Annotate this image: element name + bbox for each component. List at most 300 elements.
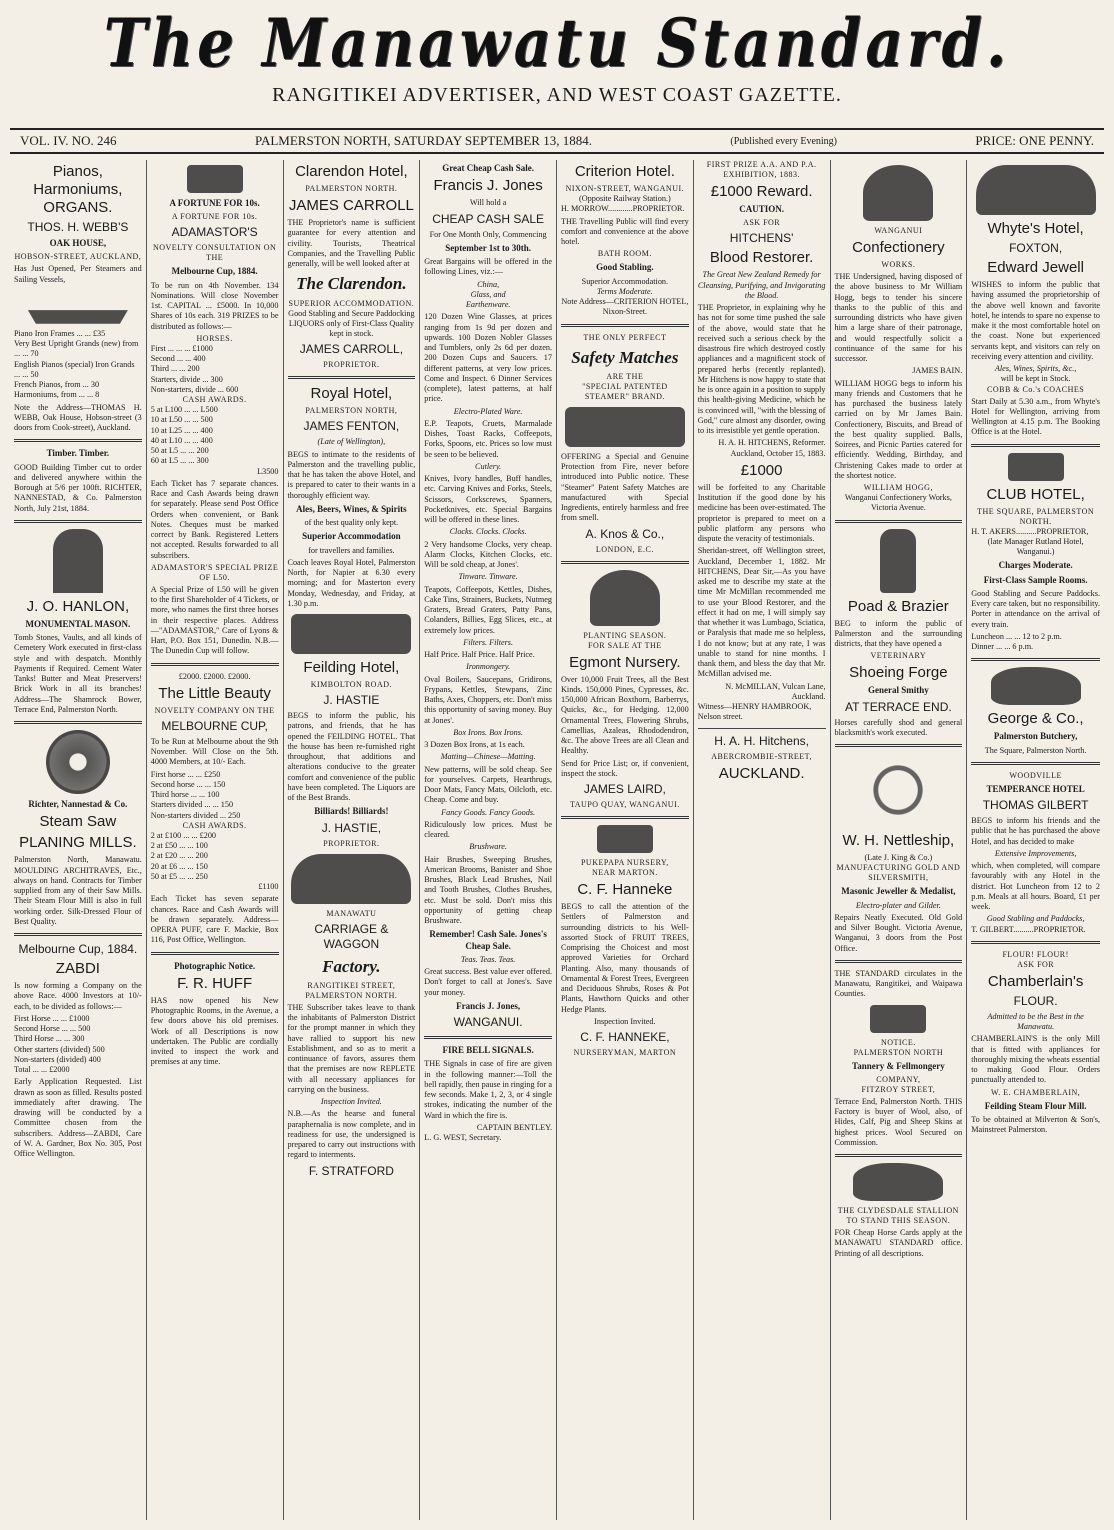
tinware-text: Teapots, Coffeepots, Kettles, Dishes, Cake Tins, Strainers, Buckets, Nutmeg Graters, Bread Graters, Patty Pans, Colanders, Billies, Egg Slices, etc., at extremely low prices. [424,584,552,635]
stand-season: TO STAND THIS SEASON. [846,1216,951,1225]
prize-line: Third Horse ... ... 300 [14,1034,85,1044]
adamastor-name: ADAMASTOR'S [171,225,258,240]
flour-top: FLOUR! FLOUR! [1002,949,1069,959]
ship-illustration [28,290,128,324]
witness-line: Witness—HENRY HAMBROOK, Nelson street. [697,702,812,722]
divider [698,728,826,729]
matting-heading: Matting—Chinese—Matting. [440,752,536,762]
hanneke-signature: C. F. HANNEKE, [580,1030,670,1044]
prize-line: First Horse ... ... £1000 [14,1013,90,1023]
cash-line: 2 at £100 ... ... £200 [150,830,217,840]
webb-house: OAK HOUSE, [49,238,107,248]
jones-sale: CHEAP CASH SALE [432,211,545,226]
jewell-name: Edward Jewell [987,259,1084,276]
fire-captain: CAPTAIN BENTLEY. [476,1122,552,1132]
photo-heading: Photographic Notice. [174,960,256,971]
divider [971,762,1100,765]
zabdi-name: ZABDI [55,960,100,977]
manawatu-label: MANAWATU [326,908,377,918]
clocks-heading: Clocks. Clocks. Clocks. [449,527,527,537]
billiards-heading: Billiards! Billiards! [314,806,389,817]
teas-heading: Teas. Teas. Teas. [460,954,516,964]
divider [971,444,1100,447]
china-heading: China, [477,279,500,289]
bath-room: BATH ROOM. [597,249,652,259]
safety-brand: "SPECIAL PATENTED STEAMER" BRAND. [582,381,668,401]
laird-place: TAUPO QUAY, WANGANUI. [570,800,680,809]
prize-line: Other starters (divided) 500 [14,1044,105,1054]
wanganui-label: WANGANUI. [453,1015,523,1029]
notice-heading: NOTICE. [880,1037,916,1047]
cash-label: CASH AWARDS. [182,395,247,404]
fenton-late: (Late of Wellington), [317,437,386,447]
steamer-illustration [565,407,685,447]
temperance-heading: TEMPERANCE HOTEL [986,783,1085,794]
extensive-improvements: Extensive Improvements, [994,848,1077,858]
chamberlain-footer: To be obtained at Milverton & Son's, Mainstreet Palmerston. [971,1114,1100,1134]
charges-moderate: Charges Moderate. [998,560,1073,571]
hogg-place: Wanganui Confectionery Works, Victoria Avenue. [844,493,952,513]
inspection-invited: Inspection Invited. [320,1097,382,1106]
divider [835,520,963,523]
timber-heading: Timber. Timber. [46,448,110,459]
cup-text: To be run on 4th November. 134 Nominations. Will close November 1st. CAPITAL ... £5000. In 10,000 Shares of 10s each. 319 PRIZES to be distributed as follows:— [150,280,279,331]
masthead-title: The Manawatu Standard. [103,3,1011,83]
sample-rooms: First-Class Sample Rooms. [983,574,1088,585]
pukepapa-place: NEAR MARTON. [591,868,658,877]
steam-saw-heading: Steam Saw [39,813,117,831]
horse-head-illustration [880,529,916,593]
prize-line: Second horse ... ... 150 [150,779,226,789]
hitchens-street: ABERCROMBIE-STREET, [711,751,812,761]
criterion-place: NIXON-STREET, WANGANUI. [565,184,685,193]
beauty-amounts: £2000. £2000. £2000. [178,671,251,681]
blood-text: THE Proprietor, in explaining why he has not for some time pushed the sale of the above, would state that he received such a serious check by the disastrous fire which destroyed costly appliances and a magnificent stock of prepared herbs (recently replanted). Mr Hitchens is now happy to state that he is once again in a position to supply this health-giving Medicine, which he is convinced will, "with the blessing of God," cure almost any disorder, owing to its irresistible yet gentle operation. [697,303,826,435]
divider [835,1154,963,1157]
royal-accommodation: Superior Accommodation [302,531,401,542]
richter-heading: Richter, Nannestad & Co. [28,799,128,809]
dining-illustration [291,614,411,654]
earthenware-heading: Earthenware. [465,300,511,309]
beauty-cash-list [151,831,279,882]
webb-price-list [14,329,142,401]
clarendon-text: THE Proprietor's name is sufficient guarantee for every attention and civility. Tourists, Theatrical Companies, and the Travelling Public generally, will be well looked after at [287,218,416,268]
royal-ales-sub: of the best quality only kept. [304,518,399,527]
royal-heading: Royal Hotel, [310,385,393,403]
criterion-address: Note Address—CRITERION HOTEL, Nixon-Street. [561,297,689,317]
george-heading: George & Co., [987,710,1084,728]
royal-ales: Ales, Beers, Wines, & Spirits [296,503,407,514]
photo-name: F. R. HUFF [177,974,253,992]
cash-line: 5 at L100 ... ... L500 [150,405,218,414]
beauty-text: To be Run at Melbourne about the 9th November. Will Close on the 5th. 4000 Members, at 10/- Each. [150,736,279,767]
planting-sub: FOR SALE AT THE [588,640,662,650]
hastie-name: J. HASTIE [323,693,380,707]
column-8 [967,160,1104,1520]
carriage-heading: CARRIAGE & WAGGON [314,921,389,951]
column-5 [557,160,694,1520]
poad-text: BEG to inform the public of Palmerston and the surrounding districts, that they have opened a [834,618,963,648]
hitchens-city: AUCKLAND. [718,764,805,782]
timber-text: GOOD Building Timber cut to order and delivered anywhere within the Borough at 5/6 per 100ft. RICHTER, NANNESTAD, & Co. Palmerston North, July 21st, 1884. [14,462,142,513]
beauty-cup: MELBOURNE CUP, [161,718,268,733]
jones-intro: Great Bargains will be offered in the following Lines, viz.:— [424,257,552,277]
hastie-proprietor: PROPRIETOR. [323,838,380,848]
coach-text: Start Daily at 5.30 a.m., from Whyte's Hotel for Wellington, arriving from Wellington at 4.15 p.m. The Booking Office is at the Hotel. [971,396,1100,437]
cash-line: 2 at £50 ... ... 100 [150,841,208,850]
hanlon-name: J. O. HANLON, [26,597,130,615]
stallion-illustration [853,1163,943,1201]
tree-illustration [590,570,660,626]
terrace-end: AT TERRACE END. [845,699,952,714]
pianos-heading: Pianos, Harmoniums, ORGANS. [33,163,123,216]
webb-name: THOS. H. WEBB'S [27,220,129,234]
confectionery-heading: Confectionery [852,239,945,256]
hanneke-place: NURSERYMAN, MARTON [573,1048,677,1057]
veterinary-label: VETERINARY [870,651,927,661]
temperance-more: which, when completed, will compare favourably with any Hotel in the district. Hot Luncheon from 12 to 2 p.m. Meals at all hours. Board, £1 per week. [971,861,1100,911]
ironmongery-text: Oval Boilers, Saucepans, Gridirons, Frypans, Kettles, Stewpans, Zinc Baths, Axes, Choppers, etc. Don't miss this opportunity of saving money. Buy at Jones'. [424,674,552,725]
beauty-heading: The Little Beauty [158,684,271,702]
clarendon-heading: Clarendon Hotel, [295,163,408,180]
clarendon-place: PALMERSTON NORTH. [305,184,398,193]
stagecoach-illustration [976,165,1096,215]
blood-restorer-heading: Blood Restorer. [709,249,814,267]
chamberlain-text: CHAMBERLAIN'S is the only Mill that is fitted with appliances for thoroughly mixing the wheats essential to making Good Flour. Orders punctually attended to. [971,1034,1100,1085]
header-ornament [187,165,243,193]
box-irons-heading: Box Irons. Box Irons. [453,727,523,737]
remember-heading: Remember! Cash Sale. Jones's Cheap Sale. [429,929,547,951]
zabdi-heading: Melbourne Cup, 1884. [18,942,138,956]
clarendon-proprietor: PROPRIETOR. [323,360,380,370]
good-stabling: Good Stabling. [596,262,654,273]
beauty-footer: Each Ticket has seven separate chances. Race and Cash Awards will be drawn separately. Address—OPERA PUFF, care F. Mackie, Box 116, Post Office, Wellington. [150,894,279,945]
price-line: French Pianos, from ... 30 [14,380,100,389]
hogg-text: WILLIAM HOGG begs to inform his many friends and Customers that he has purchased the business lately carried on by Mr James Bain. Confectionery, Biscuits, and Bread of the best quality supplied. Balls, Soirees, and Picnic Parties catered for efficiently. Wedding, Birthday, and Christening Cakes made to order at the shortest notice. [834,378,963,480]
cash-line: 60 at L5 ... ... 300 [150,456,209,466]
cash-total: L3500 [257,466,279,476]
club-illustration [1008,453,1064,481]
club-heading: CLUB HOTEL, [986,485,1085,503]
temperance-stabling: Good Stabling and Paddocks, [986,914,1085,924]
feilding-text: BEGS to inform the public, his patrons, and friends, that he has opened the FEILDING HOTEL. That the house has been re-furnished right throughout, that additions and alterations conducive to the greater comfort and convenience of the public have been completed. The Liquors are of the Best Brands. [287,711,416,802]
whyte-ales: Ales, Wines, Spirits, &c., [994,364,1077,373]
cattle-illustration [991,667,1081,705]
zabdi-text: Is now forming a Company on the above Race. 4000 Investors at 10/- each, to be divided as follows:— [14,981,142,1011]
confectionery-place: WANGANUI [874,226,923,235]
confectionery-works: WORKS. [881,260,916,269]
glass-heading: Glass, and [470,289,506,299]
hastie-signature: J. HASTIE, [321,820,382,835]
prize-line: First ... ... ... £1000 [150,343,213,353]
cutlery-heading: Cutlery. [475,461,502,471]
nettleship-heading: W. H. Nettleship, [842,832,955,849]
clarendon-script: The Clarendon. [296,274,407,294]
thousand-heading: £1000 [740,461,783,479]
blood-signature: H. A. H. HITCHENS, Reformer. Auckland, October 15, 1883. [718,438,826,458]
fortune-heading: A FORTUNE FOR 10s. [169,198,260,208]
zabdi-footer: Early Application Requested. List drawn as soon as filled. Results posted immediately after drawing. The drawing will be conducted by a Committee chosen from the subscribers. Address—ZABDI, Care of W. A. Gardner, Box No. 305, Post Office Wellington. [14,1077,142,1158]
tannery-heading: Tannery & Fellmongery [852,1060,945,1071]
factory-text: THE Subscriber takes leave to thank the inhabitants of Palmerston District for the prompt manner in which they have rallied to support his new Establishment, and so as to merit a continuance of favors, assures them that the premises are now REPLETE with all necessary appliances for carrying on the business. [287,1002,416,1094]
box-irons-text: 3 Dozen Box Irons, at 1s each. [424,740,525,749]
horses-list [151,344,279,395]
factory-nb: N.B.—As the hearse and funeral paraphernalia is now complete, and in readiness for use, the undersigned is prepared to carry out instructions with regard to interments. [287,1109,416,1160]
ask-for-label: ASK FOR [743,218,781,228]
flour-ask: ASK FOR [1017,959,1055,969]
fenton-name: JAMES FENTON, [303,419,400,434]
column-6 [694,160,831,1520]
beauty-subheading: NOVELTY COMPANY ON THE [154,705,275,715]
clarendon-accommodation: SUPERIOR ACCOMMODATION. [288,298,415,308]
adamastor-subtitle: NOVELTY CONSULTATION ON THE [152,243,277,263]
photo-text: HAS now opened his New Photographic Rooms, in the Avenue, a few doors above his old premises. Work of all Descriptions is now undertaken. The Public are cordially invited to inspect the work and premises at any time. [150,995,279,1067]
hanlon-trade: MONUMENTAL MASON. [25,618,131,629]
masonic-line: Masonic Jeweller & Medalist, [841,886,956,897]
laird-name: JAMES LAIRD, [583,782,666,796]
factory-heading: Factory. [322,956,381,976]
tinware-heading: Tinware. Tinware. [458,572,518,582]
fire-bell-text: THE Signals in case of fire are given in the following manner:—Toll the bell rapidly, then pause in ringing for a few seconds. Make 1, 2, 3, or 4 single strokes, indicating the number of the Ward in which the fire is. [424,1059,552,1120]
column-1 [10,160,147,1520]
price: PRICE: ONE PENNY. [975,133,1094,148]
luncheon-line: Luncheon ... ... 12 to 2 p.m. [971,631,1062,641]
safety-matches-heading: Safety Matches [571,347,679,367]
akers-late: (late Manager Rutland Hotel, Wanganui.) [987,536,1084,556]
divider [14,721,142,724]
morrow-line: H. MORROW............PROPRIETOR. [561,204,685,214]
criterion-text: THE Travelling Public will find every comfort and convenience at the above hotel. [561,216,689,246]
price-line: Piano Iron Frames ... ... £35 [14,328,106,338]
webb-footer: Note the Address—THOMAS H. WEBB, Oak House, Hobson-street (3 doors from Cook-street), Auckland. [14,402,142,432]
factory-place: RANGITIKEI STREET, PALMERSTON NORTH. [305,980,398,1000]
hanneke-inspection: Inspection Invited. [594,1016,656,1026]
akers-line: H. T. AKERS..........PROPRIETOR, [971,526,1089,536]
horse-cards-text: FOR Cheap Horse Cards apply at the MANAWATU STANDARD office. Printing of all descriptions. [834,1228,963,1258]
richter-text: Palmerston North, Manawatu. MOULDING ARCHITRAVES, Etc., always on hand. Contracts for Timber supplied from any of their Saw Mills. Their Steam Flour Mill is also in full working order. Silk-Dressed Flour of Best Quality. [14,855,142,926]
clarendon-signature: JAMES CARROLL, [299,342,404,357]
pukepapa-heading: PUKEPAPA NURSERY, [580,858,669,867]
prize-line: First horse ... ... £250 [150,769,221,779]
reward-heading: £1000 Reward. [710,183,813,200]
divider [14,520,142,523]
brushware-heading: Brushware. [469,842,507,852]
poad-footer: Horses carefully shod and general blacksmith's work executed. [834,717,963,737]
terms-moderate: Terms Moderate. [597,286,653,296]
cash-line: 10 at L50 ... ... 500 [150,415,213,425]
carriage-illustration [291,854,411,904]
stratford-signature: F. STRATFORD [308,1163,394,1178]
column-7 [831,160,968,1520]
nettleship-late: (Late J. King & Co.) [864,853,933,862]
jones-hold: Will hold a [469,198,507,208]
notice-illustration [870,1005,926,1033]
gilbert-signature: T. GILBERT..........PROPRIETOR. [971,924,1086,934]
hanneke-name: C. F. Hanneke [577,881,673,898]
safety-top: THE ONLY PERFECT [583,332,667,342]
dateline [10,128,1104,154]
cup-heading: Melbourne Cup, 1884. [171,266,258,277]
zabdi-prize-list [14,1014,142,1076]
columns [10,160,1104,1520]
hogg-signature: WILLIAM HOGG, [863,483,933,492]
club-text: Good Stabling and Secure Paddocks. Every care taken, but no responsibility. Porter in attendance on the arrival of every train. [971,588,1100,629]
divider [151,663,279,666]
column-4 [420,160,557,1520]
chamberlain-heading: Chamberlain's [987,972,1084,990]
hanlon-text: Tomb Stones, Vaults, and all kinds of Cemetery Work executed in first-class style and with despatch. Monthly Payments if Required. Cement Water Tanks! Butter and Meat Preservers! Brick Work in all its branches! Address—The Shamrock Bower, Terrace End, Palmerston North. [14,633,142,714]
foxton-label: FOXTON, [1009,241,1063,255]
divider [971,658,1100,661]
club-place: THE SQUARE, PALMERSTON NORTH. [977,506,1095,526]
royal-place: PALMERSTON NORTH, [305,406,398,416]
china-text: 120 Dozen Wine Glasses, at prices ranging from 1s 9d per dozen and upwards. 100 Dozen Nobler Glasses and Tumblers, only 2s 6d per dozen. 200 Dozen Cups and Saucers. 17 different patterns, at very low prices. Come and Inspect. 6 Dinner Services (complete), latest patterns, at half price. [424,312,552,404]
divider [561,561,689,564]
teas-text: Great success. Best value ever offered. Don't forget to call at Jones's. Save your money. [424,967,552,997]
superior-accommodation: Superior Accommodation. [581,276,669,286]
prize-line: Second ... ... 400 [150,354,206,363]
flour-heading: FLOUR. [1013,993,1058,1008]
george-place: The Square, Palmerston North. [984,745,1087,755]
jones-signature: Francis J. Jones, [456,1000,521,1011]
cash-line: 2 at £20 ... ... 200 [150,851,208,861]
masthead-subtitle: RANGITIKEI ADVERTISER, AND WEST COAST GAZETTE. [272,84,842,106]
beauty-prize-list [151,770,279,821]
prize-line: Non-starters (divided) 400 [14,1054,101,1064]
safety-are: ARE THE [606,371,644,381]
confectionery-text: THE Undersigned, having disposed of the above business to Mr William Hogg, begs to tender his sincere thanks to the public of this and surrounding districts who have given him a large share of their patronage, and would respectfully solicit a continuance of the same for his successor. [834,272,963,363]
horses-label: HORSES. [196,333,233,343]
nursery-illustration [597,825,653,853]
divider [561,324,689,327]
prize-line: Starters, divide ... 300 [150,374,223,384]
whyte-text: WISHES to inform the public that having assumed the proprietorship of the above well known and favorite hotel, he intends to spare no expense to make it the most comfortable hotel on the coast. None but experienced servants kept, and visitors can rely on receiving every attention and civility. [971,280,1100,361]
tannery-text: Terrace End, Palmerston North. THIS Factory is buyer of Wool, also, of Hides, Calf, Pig and Sheep Skins at highest prices. Wool Secured on Commission. [834,1096,963,1147]
bain-signature: JAMES BAIN. [912,366,963,376]
royal-accommodation-sub: for travellers and families. [308,545,395,555]
tannery-company: COMPANY, [876,1074,921,1084]
butchery-label: Palmerston Butchery, [993,731,1078,742]
divider [14,933,142,936]
divider [971,941,1100,944]
divider [151,952,279,955]
webb-text: Has Just Opened, Per Steamers and Sailing Vessels, [14,264,142,284]
masthead [10,3,1104,118]
notice-place: PALMERSTON NORTH [853,1047,944,1057]
beauty-total: £1100 [258,882,279,891]
planting-season: PLANTING SEASON. [583,630,667,640]
general-smithy: General Smithy [868,685,929,696]
cash-line: 50 at L5 ... ... 200 [150,446,209,455]
shoeing-forge-heading: Shoeing Forge [849,664,948,682]
price-line: English Pianos (special) Iron Grands ... ... 50 [14,359,135,379]
thousand-text: will be forfeited to any Charitable Institution if the good done by his medicine has been over-estimated. The proprietor is prepared to meet on a public platform any persons who dispute the veracity of testimonials. [697,482,826,543]
chamberlain-mill: Feilding Steam Flour Mill. [984,1100,1087,1111]
feilding-place: KIMBOLTON ROAD. [310,680,393,689]
saw-blade-illustration [46,730,110,794]
testimony-text: Sheridan-street, off Wellington street, Auckland, December 1, 1882. Mr HITCHENS, Dear Sir,—As you have asked me to describe my state at the time Mr McMillan recommended me to use your Blood Restorer, and the effect it had on me, I will simply say that whether it was Lumbago, Sciatica, or Paralysis that made me so helpless, I do not know; but at any rate, I was unable to stand for nine months. I thank them, and bless the day that Mr. McMillan advised me. [697,546,826,679]
prize-line: Third horse ... ... 100 [150,790,220,799]
fancy-text: Ridiculously low prices. Must be cleared. [424,819,552,839]
admitted-line: Admitted to be the Best in the Manawatu. [987,1011,1084,1031]
whyte-ales-sub: will be kept in Stock. [1000,374,1071,384]
safety-makers: A. Knos & Co., [585,526,665,541]
cash-line: 20 at £6 ... ... 150 [150,861,208,871]
place-date: PALMERSTON NORTH, SATURDAY SEPTEMBER 13, 1884. [254,133,592,148]
testimony-signature: N. McMILLAN, Vulcan Lane, Auckland. [725,681,826,701]
adamastor-text: Each Ticket has 7 separate chances. Race and Cash Awards being drawn for separately. Please send Post Office Orders when convenient, or Bank Notes. Cheques must be marked correct by Bank. Registered Letters not accepted. Results forwarded to all subscribers. [150,478,279,560]
column-3 [284,160,421,1520]
electro-text: E.P. Teapots, Cruets, Marmalade Dishes, Toast Racks, Coffeepots, Forks, Spoons, etc. Prices so low must be seen to be believed. [424,418,552,459]
publication-frequency: (Published every Evening) [730,135,838,147]
jones-dates: September 1st to 30th. [445,242,532,253]
safety-london: LONDON, E.C. [595,544,654,554]
criterion-subplace: (Opposite Railway Station.) [579,194,671,203]
fancy-heading: Fancy Goods. Fancy Goods. [441,807,536,817]
safety-text: OFFERING a Special and Genuine Protection from Fire, never before introduced into Public notice. These "Steamer" Patent Safety Matches are manufactured with Special Ingredients, entirely harmless and free from smell. [561,451,689,523]
egmont-text: Over 10,000 Fruit Trees, all the Best Kinds. 150,000 Pines, Cypresses, &c. 150,000 African Boxthorn, Barberrys, Quicks, &c., for Hedging. 12,000 Ornamental Trees, Flowering Shrubs, Camellias, Azaleas, Rhododendron, &c. The above Trees are all Clean and Healthy. [561,674,689,756]
special-prize-heading: ADAMASTOR'S SPECIAL PRIZE OF L50. [150,562,279,582]
cheap-sale-heading: Great Cheap Cash Sale. [442,163,535,173]
blood-subheading: The Great New Zealand Remedy for Cleansing, Purifying, and Invigorating the Blood. [697,270,826,300]
divider [14,439,142,442]
cash-list [151,405,279,467]
caution-label: CAUTION. [739,204,784,214]
hitchens-name: HITCHENS' [729,231,794,246]
watch-illustration [867,753,929,827]
filters-heading: Filters. Filters. [463,637,514,647]
hanneke-text: BEGS to call the attention of the Settlers of Palmerston and surrounding districts to his Well-assorted Stock of FRUIT TREES, Comprising the Choicest and most approved Varieties for Orchard Planting. Also, many thousands of Ornamental & Forest Trees, Evergreen and Deciduous Shrubs, Roses & Pot Plants, Hawthorn Quicks and other Hedge Plants. [561,902,689,1014]
fire-secretary: L. G. WEST, Secretary. [424,1133,502,1142]
divider [835,960,963,963]
gilbert-name: THOMAS GILBERT [982,798,1089,812]
prize-line: Second Horse ... ... 500 [14,1024,91,1033]
chamberlain-signature: W. E. CHAMBERLAIN, [990,1087,1081,1097]
feilding-heading: Feilding Hotel, [303,659,400,676]
clocks-text: 2 Very handsome Clocks, very cheap. Alarm Clocks, Kitchen Clocks, etc. Will be sold cheap, at Jones'. [424,539,552,569]
clarendon-liquors: LIQUORS only of First-Class Quality kept in stock. [288,318,414,338]
volume-number: VOL. IV. NO. 246 [20,133,117,148]
special-prize-text: A Special Prize of L50 will be given to the first Shareholder of 4 Tickets, or more, who names the first three horses in their respective places. Address—"ADAMASTOR," Care of Lyons & Hart, P.O. Box 151, Dunedin. N.B.—The Dunedin Cup will follow. [150,584,279,656]
cutlery-text: Knives, Ivory handles, Buff handles, etc. Carving Knives and Forks, Steels, Scissors, Corkscrews, Spanners, Pocketknives, etc. Special Bargains will be offered in these lines. [424,474,552,524]
fire-bell-heading: FIRE BELL SIGNALS. [442,1045,534,1055]
webb-address: HOBSON-STREET, AUCKLAND, [14,252,142,262]
standard-circulation: THE STANDARD circulates in the Manawatu, Rangitikei, and Waipawa Counties. [834,968,963,999]
ironmongery-heading: Ironmongery. [466,662,511,672]
tombstone-illustration [53,529,103,593]
egmont-heading: Egmont Nursery. [569,653,681,671]
electro-heading: Electro-Plated Ware. [453,406,523,416]
prize-line: Starters divided ... ... 150 [150,800,234,810]
divider [424,1036,552,1039]
cash-line: 40 at L10 ... ... 400 [150,435,213,445]
carroll-name: JAMES CARROLL [288,197,414,214]
nettleship-trade: MANUFACTURING GOLD AND SILVERSMITH, [836,863,961,883]
temperance-text: BEGS to inform his friends and the public that he has purchased the above Hotel, and has decided to make [971,816,1100,846]
prize-heading: FIRST PRIZE A.A. AND P.A. EXHIBITION, 1883. [706,160,817,179]
criterion-heading: Criterion Hotel. [574,163,675,180]
prize-line: Non-starters divided ... 250 [150,810,241,820]
clarendon-stabling: Good Stabling and Secure Paddocking [288,308,415,318]
jones-month: For One Month Only, Commencing [429,229,547,239]
planing-mills-heading: PLANING MILLS. [19,834,137,852]
woodville-label: WOODVILLE [1009,770,1062,780]
beauty-cash-label: CASH AWARDS. [182,820,247,830]
cash-line: 10 at L25 ... ... 400 [150,425,213,435]
hitchens-signature: H. A. H. Hitchens, [714,733,809,748]
divider [288,376,416,379]
prize-line: Total ... ... £2000 [14,1065,70,1074]
